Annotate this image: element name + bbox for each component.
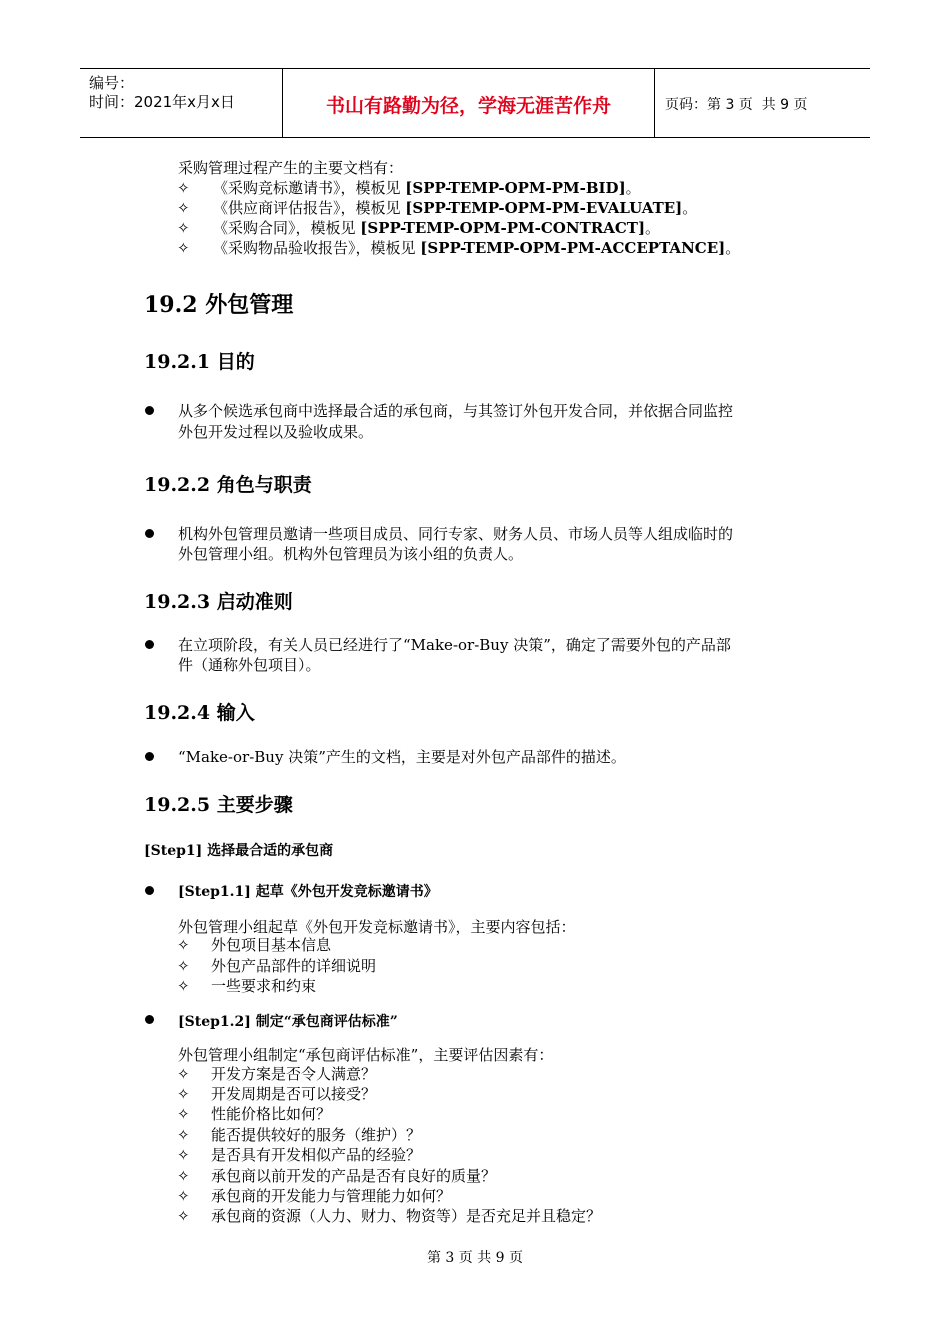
diamond-bullet-icon: ✧ (177, 199, 190, 217)
subsection-heading-input: 19.2.4 输入 (144, 702, 255, 724)
bullet-dot-icon (145, 886, 154, 895)
step12-item: 开发方案是否令人满意？ (211, 1065, 377, 1083)
start-text-line: 在立项阶段，有关人员已经进行了“Make-or-Buy 决策”，确定了需要外包的产品部 (178, 636, 731, 654)
diamond-bullet-icon: ✧ (177, 179, 190, 197)
doc-item: 《采购合同》，模板见 [SPP-TEMP-OPM-PM-CONTRACT]。 (213, 219, 661, 237)
diamond-bullet-icon: ✧ (177, 1167, 190, 1185)
bullet-dot-icon (145, 1015, 154, 1024)
page-footer: 第 3 页 共 9 页 (426, 1250, 524, 1266)
step12-item: 承包商以前开发的产品是否有良好的质量？ (211, 1167, 497, 1185)
step12-item: 性能价格比如何？ (211, 1105, 332, 1123)
diamond-bullet-icon: ✧ (177, 1085, 190, 1103)
step11-item: 一些要求和约束 (211, 977, 317, 995)
bullet-dot-icon (145, 752, 154, 761)
diamond-bullet-icon: ✧ (177, 1105, 190, 1123)
step1-heading: [Step1] 选择最合适的承包商 (144, 843, 334, 859)
start-text-line: 件（通称外包项目）。 (178, 656, 321, 674)
diamond-bullet-icon: ✧ (177, 1146, 190, 1164)
diamond-bullet-icon: ✧ (177, 1065, 190, 1083)
intro-lead: 采购管理过程产生的主要文档有： (178, 159, 404, 177)
diamond-bullet-icon: ✧ (177, 957, 190, 975)
diamond-bullet-icon: ✧ (177, 1187, 190, 1205)
header-meta-cell (80, 69, 283, 137)
step11-lead: 外包管理小组起草《外包开发竞标邀请书》，主要内容包括： (178, 918, 576, 936)
step12-item: 承包商的开发能力与管理能力如何？ (211, 1187, 452, 1205)
step11-item: 外包产品部件的详细说明 (211, 957, 377, 975)
subsection-heading-roles: 19.2.2 角色与职责 (144, 474, 312, 496)
diamond-bullet-icon: ✧ (177, 977, 190, 995)
header-motto-cell (283, 69, 655, 137)
purpose-text-line: 从多个候选承包商中选择最合适的承包商，与其签订外包开发合同，并依据合同监控 (178, 402, 734, 420)
step12-item: 能否提供较好的服务（维护）？ (211, 1126, 422, 1144)
header-page-cell (655, 69, 870, 137)
roles-text-line: 机构外包管理员邀请一些项目成员、同行专家、财务人员、市场人员等人组成临时的 (178, 525, 734, 543)
diamond-bullet-icon: ✧ (177, 1207, 190, 1225)
input-text-line: “Make-or-Buy 决策”产生的文档，主要是对外包产品部件的描述。 (178, 748, 626, 766)
section-heading: 19.2 外包管理 (144, 292, 294, 318)
diamond-bullet-icon: ✧ (177, 219, 190, 237)
page-header (80, 68, 870, 138)
subsection-heading-steps: 19.2.5 主要步骤 (144, 794, 293, 816)
diamond-bullet-icon: ✧ (177, 936, 190, 954)
bullet-dot-icon (145, 406, 154, 415)
bullet-dot-icon (145, 529, 154, 538)
doc-item: 《供应商评估报告》，模板见 [SPP-TEMP-OPM-PM-EVALUATE]。 (213, 199, 698, 217)
step12-item: 开发周期是否可以接受？ (211, 1085, 377, 1103)
step12-heading: [Step1.2] 制定“承包商评估标准” (178, 1014, 398, 1030)
bullet-dot-icon (145, 640, 154, 649)
document-date-label: 时间：2021年x月x日 (89, 93, 235, 111)
subsection-heading-start: 19.2.3 启动准则 (144, 591, 293, 613)
step12-item: 承包商的资源（人力、财力、物资等）是否充足并且稳定？ (211, 1207, 602, 1225)
step12-lead: 外包管理小组制定“承包商评估标准”，主要评估因素有： (178, 1046, 554, 1064)
motto-text: 书山有路勤为径，学海无涯苦作舟 (325, 95, 611, 117)
page-info-text: 页码：第 3 页 共 9 页 (665, 97, 808, 113)
document-number-label: 编号： (89, 74, 135, 92)
step12-item: 是否具有开发相似产品的经验？ (211, 1146, 422, 1164)
purpose-text-line: 外包开发过程以及验收成果。 (178, 423, 374, 441)
doc-item: 《采购竞标邀请书》，模板见 [SPP-TEMP-OPM-PM-BID]。 (213, 179, 641, 197)
diamond-bullet-icon: ✧ (177, 239, 190, 257)
subsection-heading-purpose: 19.2.1 目的 (144, 351, 255, 373)
diamond-bullet-icon: ✧ (177, 1126, 190, 1144)
roles-text-line: 外包管理小组。机构外包管理员为该小组的负责人。 (178, 545, 524, 563)
step11-heading: [Step1.1] 起草《外包开发竞标邀请书》 (178, 884, 438, 900)
doc-item: 《采购物品验收报告》，模板见 [SPP-TEMP-OPM-PM-ACCEPTANCE]。 (213, 239, 741, 257)
step11-item: 外包项目基本信息 (211, 936, 332, 954)
